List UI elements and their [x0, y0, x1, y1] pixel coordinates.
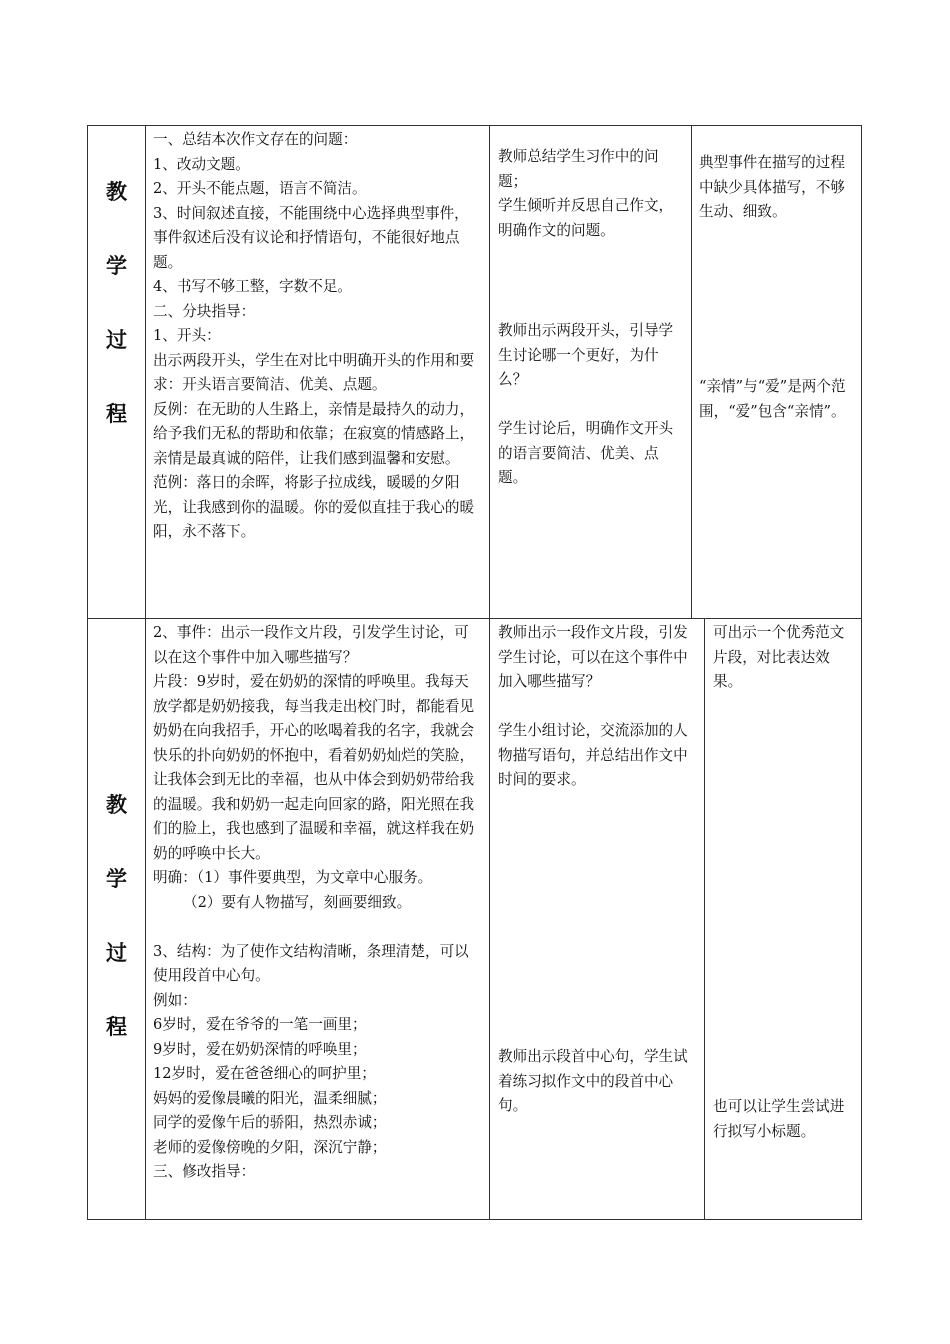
- content-line: 12岁时，爱在爸爸细心的呵护里；: [153, 1065, 376, 1082]
- design-note: [699, 375, 855, 424]
- content-line: 3、结构：为了使作文结构清晰，条理清楚，可以使用段首中心句。: [153, 942, 469, 984]
- lesson-table-block-1: [87, 125, 862, 619]
- teacher-student-activity: [498, 621, 698, 793]
- activity-text: 学生倾听并反思自己作文，明确作文的问题。: [498, 197, 674, 239]
- content-line: 1、开头：: [153, 327, 221, 344]
- content-line: 例如：: [153, 991, 197, 1009]
- column-divider: [704, 619, 705, 1219]
- label-char: 程: [106, 1014, 127, 1039]
- activity-text: 教师出示段首中心句，学生试着练习拟作文中的段首中心句。: [498, 1048, 688, 1114]
- teacher-student-activity: [498, 319, 684, 491]
- teacher-student-activity: [498, 1045, 698, 1119]
- design-note: [713, 1095, 857, 1144]
- column-divider: [691, 126, 692, 618]
- activity-text: 教师出示一段作文片段，引发学生讨论，可以在这个事件中加入哪些描写？: [498, 624, 688, 690]
- activity-text: 教师总结学生习作中的问题；: [498, 148, 659, 190]
- column-divider: [145, 619, 146, 1219]
- content-line: 片段：9岁时，爱在奶奶的深情的呼唤里。我每天放学都是奶奶接我，每当我走出校门时，都能看见奶奶在向我招手，开心的吆喝着我的名字，我就会快乐的扑向奶奶的怀抱中，看着奶奶灿烂的笑脸，让我体会到无比的幸福，也从中体会到奶奶带给我的温暖。我和奶奶一起走向回家的路，阳光照在我们的脸上，我也感到了温暖和幸福，就这样我在奶奶的呼唤中长大。: [153, 673, 475, 862]
- teacher-student-activity: [498, 145, 684, 243]
- design-note: [713, 621, 857, 695]
- content-line: 老师的爱像傍晚的夕阳，深沉宁静；: [153, 1138, 387, 1156]
- content-line: 3、时间叙述直接，不能围绕中心选择典型事件，事件叙述后没有议论和抒情语句，不能很好地点题。: [153, 204, 469, 271]
- content-line: 反例：在无助的人生路上，亲情是最持久的动力，给予我们无私的帮助和依靠；在寂寞的情感路上，亲情是最真诚的陪伴，让我们感到温馨和安慰。: [153, 400, 475, 467]
- column-divider: [145, 126, 146, 618]
- label-char: 程: [106, 401, 127, 426]
- label-char: 教: [106, 179, 127, 204]
- activity-text: 学生小组讨论，交流添加的人物描写语句，并总结出作文中时间的要求。: [498, 722, 688, 788]
- teaching-content: [153, 128, 483, 545]
- label-char: 教: [106, 792, 127, 817]
- label-char: 学: [106, 253, 127, 278]
- content-line: 范例：落日的余晖，将影子拉成线，暖暖的夕阳光，让我感到你的温暖。你的爱似直挂于我心的暖阳，永不落下。: [153, 474, 475, 540]
- section-label: [88, 126, 145, 618]
- content-line: 妈妈的爱像晨曦的阳光，温柔细腻；: [153, 1089, 387, 1107]
- lesson-table-block-2: [87, 618, 862, 1220]
- activity-text: 学生讨论后，明确作文开头的语言要简洁、优美、点题。: [498, 420, 674, 486]
- content-line: 2、事件：出示一段作文片段，引发学生讨论，可以在这个事件中加入哪些描写？: [153, 624, 469, 666]
- content-line: 明确：（1）事件要典型，为文章中心服务。: [153, 869, 433, 886]
- content-line: 三、修改指导：: [153, 1163, 256, 1180]
- content-line: 1、改动文题。: [153, 155, 250, 173]
- content-line: 同学的爱像午后的骄阳，热烈赤诚；: [153, 1114, 387, 1131]
- label-char: 过: [106, 327, 127, 352]
- content-line: 4、书写不够工整，字数不足。: [153, 278, 353, 295]
- content-line: 出示两段开头，学生在对比中明确开头的作用和要求：开头语言要简洁、优美、点题。: [153, 351, 475, 393]
- content-line: 2、开头不能点题，语言不简洁。: [153, 180, 367, 197]
- label-char: 过: [106, 940, 127, 965]
- design-note: [699, 151, 855, 225]
- note-text: 也可以让学生尝试进行拟写小标题。: [713, 1098, 845, 1140]
- content-line: 二、分块指导：: [153, 302, 256, 320]
- column-divider: [489, 126, 490, 618]
- teaching-content: [153, 621, 483, 1185]
- content-line: （2）要有人物描写，刻画要细致。: [183, 893, 412, 911]
- content-line: 9岁时，爱在奶奶深情的呼唤里；: [153, 1040, 367, 1058]
- section-label: [88, 619, 145, 1219]
- note-text: 典型事件在描写的过程中缺少具体描写，不够生动、细致。: [699, 154, 845, 220]
- activity-text: 教师出示两段开头，引导学生讨论哪一个更好，为什么？: [498, 322, 674, 388]
- content-line: 一、总结本次作文存在的问题：: [153, 131, 358, 148]
- note-text: “亲情”与“爱”是两个范围，“爱”包含“亲情”。: [699, 378, 846, 420]
- label-char: 学: [106, 866, 127, 891]
- note-text: 可出示一个优秀范文片段，对比表达效果。: [713, 624, 845, 690]
- content-line: 6岁时，爱在爷爷的一笔一画里；: [153, 1016, 367, 1033]
- column-divider: [489, 619, 490, 1219]
